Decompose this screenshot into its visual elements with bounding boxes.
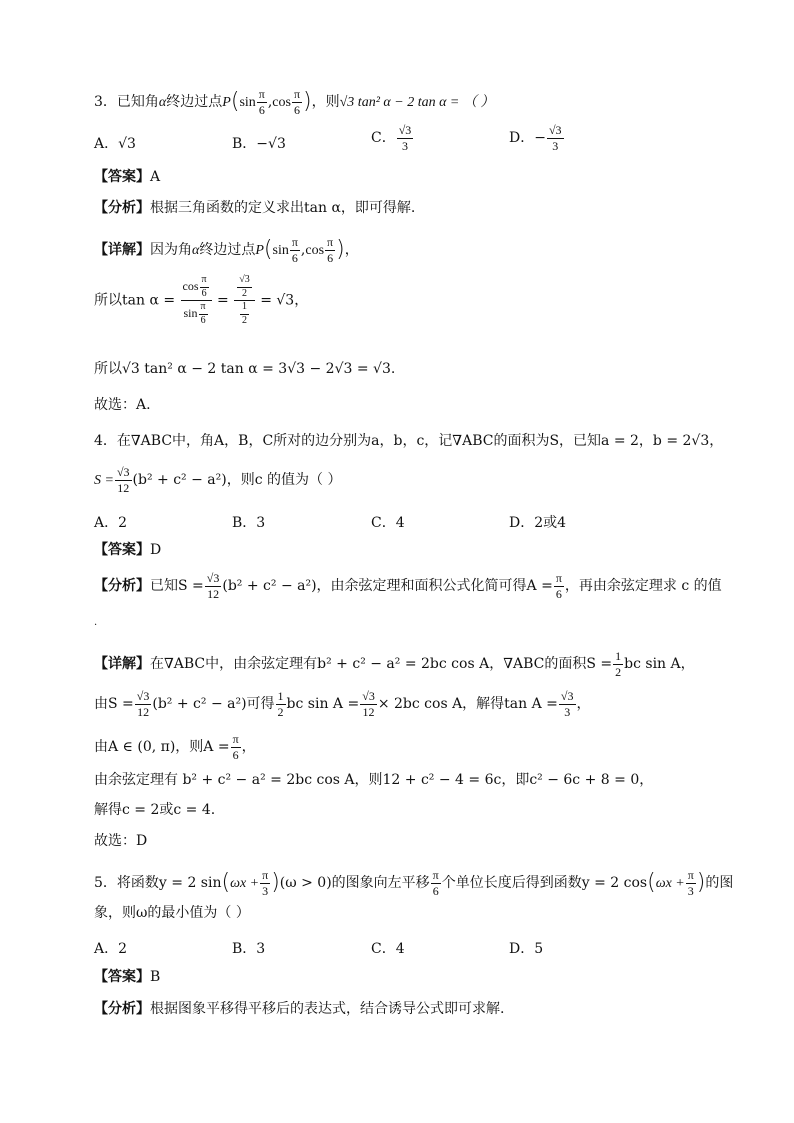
q4-option-c: C．4 bbox=[371, 515, 405, 531]
q4-detail-2: 由S = $\frac{√3}{12}$ (b² + c² − a²)可得 $\frac{1}{2}$ bc sin A = $\frac{√3}{12}$ × 2bc cos A，解得tan A = $\frac{√3}{3}$ ， bbox=[94, 689, 591, 719]
q4-detail-5: 解得c = 2或c = 4. bbox=[94, 802, 216, 818]
q3-detail-3: 所以√3 tan² α − 2 tan α = 3√3 − 2√3 = √3. bbox=[94, 361, 396, 377]
q4-analysis-dot: . bbox=[94, 617, 98, 628]
q5-option-c: C．4 bbox=[371, 941, 405, 957]
q4-detail-3: 由A ∈ (0, π)，则A = $\frac{\pi}{6}$ ， bbox=[94, 732, 256, 762]
q4-stem-2: S = $\frac{√3}{12}$ (b² + c² − a²)，则c 的值为（ ） bbox=[94, 465, 342, 495]
q4-option-b: B．3 bbox=[232, 515, 266, 531]
q3-answer: 【答案】A bbox=[94, 169, 161, 185]
q3-option-b: B．−√3 bbox=[232, 136, 286, 152]
q4-analysis: 【分析】已知S = $\frac{√3}{12}$ (b² + c² − a²)，由余弦定理和面积公式化简可得A = $\frac{\pi}{6}$ ，再由余弦定理求 c 的值 bbox=[94, 571, 722, 601]
q3-detail-1: 【详解】因为角α终边过点P(sin $\frac{\pi}{6}$ ,cos $\frac{\pi}{6}$ )， bbox=[94, 235, 359, 265]
q4-stem-1: 4．在∇ABC中，角A，B，C所对的边分别为a，b，c，记∇ABC的面积为S，已知a = 2，b = 2√3， bbox=[94, 433, 724, 449]
q5-option-b: B．3 bbox=[232, 941, 266, 957]
q3-choose: 故选：A. bbox=[94, 397, 151, 413]
q3-option-d: D．− $\frac{√3}{3}$ bbox=[509, 123, 562, 153]
q3-detail-2: 所以tan α = cos $\frac{\pi}{6}$ sin $\frac{\pi}{6}$ = $\frac{\frac{√3}{2}}{\frac{1}{2}}$ = √3， bbox=[94, 274, 309, 326]
q3-stem: 3．已知角α终边过点P(sin $\frac{\pi}{6}$ ,cos $\frac{\pi}{6}$ )，则√3 tan² α − 2 tan α = （ ） bbox=[94, 87, 495, 117]
q4-choose: 故选：D bbox=[94, 833, 148, 849]
q4-detail-4: 由余弦定理有 b² + c² − a² = 2bc cos A，则12 + c² − 4 = 6c，即c² − 6c + 8 = 0， bbox=[94, 772, 654, 788]
q5-answer: 【答案】B bbox=[94, 969, 161, 985]
q4-answer: 【答案】D bbox=[94, 542, 162, 558]
q3-option-c: C． $\frac{√3}{3}$ bbox=[371, 123, 412, 153]
q3-analysis: 【分析】根据三角函数的定义求出tan α，即可得解. bbox=[94, 200, 416, 216]
q5-stem-2: 象，则ω的最小值为（ ） bbox=[94, 905, 250, 921]
q5-option-d: D．5 bbox=[509, 941, 544, 957]
q4-option-d: D．2或4 bbox=[509, 515, 567, 531]
q4-option-a: A．2 bbox=[94, 515, 128, 531]
q5-stem-1: 5．将函数y = 2 sin(ωx + $\frac{\pi}{3}$ )(ω > 0)的图象向左平移 $\frac{\pi}{6}$ 个单位长度后得到函数y = 2 cos(ωx + $\frac{\pi}{3}$ )的图 bbox=[94, 868, 734, 898]
q3-option-a: A．√3 bbox=[94, 136, 136, 152]
q5-analysis: 【分析】根据图象平移得平移后的表达式，结合诱导公式即可求解. bbox=[94, 1001, 505, 1017]
q4-detail-1: 【详解】在∇ABC中，由余弦定理有b² + c² − a² = 2bc cos A，∇ABC的面积S = $\frac{1}{2}$ bc sin A， bbox=[94, 649, 695, 679]
q5-option-a: A．2 bbox=[94, 941, 128, 957]
